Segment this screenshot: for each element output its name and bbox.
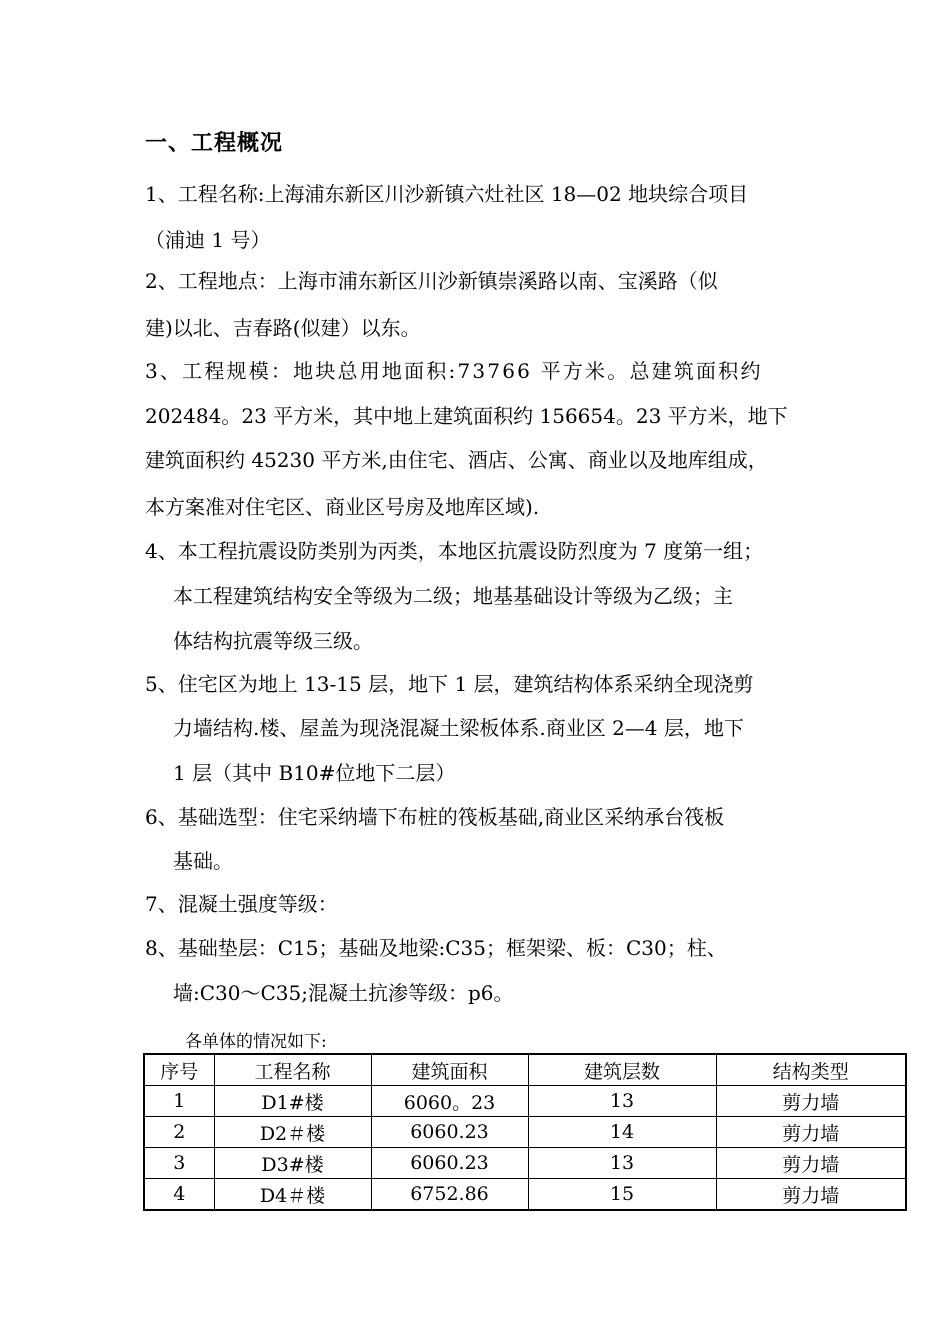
table-row	[144, 1086, 906, 1117]
table-row	[144, 1117, 906, 1148]
paragraph-line: 8、基础垫层：C15；基础及地梁:C35；框架梁、板：C30；柱、	[145, 936, 727, 960]
paragraph-line: 力墙结构.楼、屋盖为现浇混凝土梁板体系.商业区 2—4 层，地下	[173, 716, 744, 740]
paragraph-line: 体结构抗震等级三级。	[173, 629, 373, 653]
paragraph-line: 6、基础选型：住宅采纳墙下布桩的筏板基础,商业区采纳承台筏板	[145, 805, 725, 829]
paragraph-line: 3、工程规模：地块总用地面积:73766 平方米。总建筑面积约	[145, 359, 763, 383]
paragraph-line: 202484。23 平方米，其中地上建筑面积约 156654。23 平方米，地下	[145, 404, 788, 428]
table-cell: 13	[528, 1148, 716, 1179]
paragraph-line: 7、混凝土强度等级：	[145, 892, 338, 916]
table-cell: 6060.23	[371, 1117, 528, 1148]
table-cell: 2	[144, 1117, 214, 1148]
building-table	[143, 1053, 907, 1211]
table-header-row	[144, 1054, 906, 1086]
section-title: 一、工程概况	[145, 131, 284, 156]
table-header-cell: 序号	[144, 1054, 214, 1086]
paragraph-line: 本工程建筑结构安全等级为二级；地基基础设计等级为乙级；主	[173, 584, 733, 608]
table-row	[144, 1148, 906, 1179]
paragraph-line: （浦迪 1 号）	[145, 228, 271, 252]
paragraph-line: 本方案准对住宅区、商业区号房及地库区域).	[145, 495, 540, 519]
paragraph-line: 1 层（其中 B10#位地下二层）	[173, 761, 456, 785]
table-cell: 6752.86	[371, 1179, 528, 1211]
table-cell: D3#楼	[214, 1148, 371, 1179]
table-cell: 剪力墙	[716, 1179, 906, 1211]
paragraph-line: 建)以北、吉春路(似建）以东。	[145, 316, 421, 340]
table-cell: 6060。23	[371, 1086, 528, 1117]
table-cell: 剪力墙	[716, 1086, 906, 1117]
paragraph-line: 基础。	[173, 849, 233, 873]
table-cell: D2＃楼	[214, 1117, 371, 1148]
table-row	[144, 1179, 906, 1211]
table-header-cell: 结构类型	[716, 1054, 906, 1086]
table-cell: D4＃楼	[214, 1179, 371, 1211]
paragraph-line: 4、本工程抗震设防类别为丙类，本地区抗震设防烈度为 7 度第一组；	[145, 539, 764, 563]
table-caption: 各单体的情况如下:	[185, 1032, 327, 1052]
paragraph-line: 墙:C30～C35;混凝土抗渗等级：p6。	[173, 981, 514, 1005]
paragraph-line: 5、住宅区为地上 13-15 层，地下 1 层，建筑结构体系采纳全现浇剪	[145, 672, 754, 696]
paragraph-line: 建筑面积约 45230 平方米,由住宅、酒店、公寓、商业以及地库组成，	[145, 448, 768, 472]
table-cell: 1	[144, 1086, 214, 1117]
table-cell: 13	[528, 1086, 716, 1117]
table-cell: D1#楼	[214, 1086, 371, 1117]
table-cell: 6060.23	[371, 1148, 528, 1179]
table-header-cell: 建筑层数	[528, 1054, 716, 1086]
paragraph-line: 2、工程地点：上海市浦东新区川沙新镇崇溪路以南、宝溪路（似	[145, 269, 718, 293]
table-cell: 4	[144, 1179, 214, 1211]
table-cell: 14	[528, 1117, 716, 1148]
table-cell: 剪力墙	[716, 1148, 906, 1179]
table-header-cell: 工程名称	[214, 1054, 371, 1086]
paragraph-line: 1、工程名称:上海浦东新区川沙新镇六灶社区 18—02 地块综合项目	[145, 182, 749, 206]
table-cell: 剪力墙	[716, 1117, 906, 1148]
table-header-cell: 建筑面积	[371, 1054, 528, 1086]
table-cell: 3	[144, 1148, 214, 1179]
table-cell: 15	[528, 1179, 716, 1211]
